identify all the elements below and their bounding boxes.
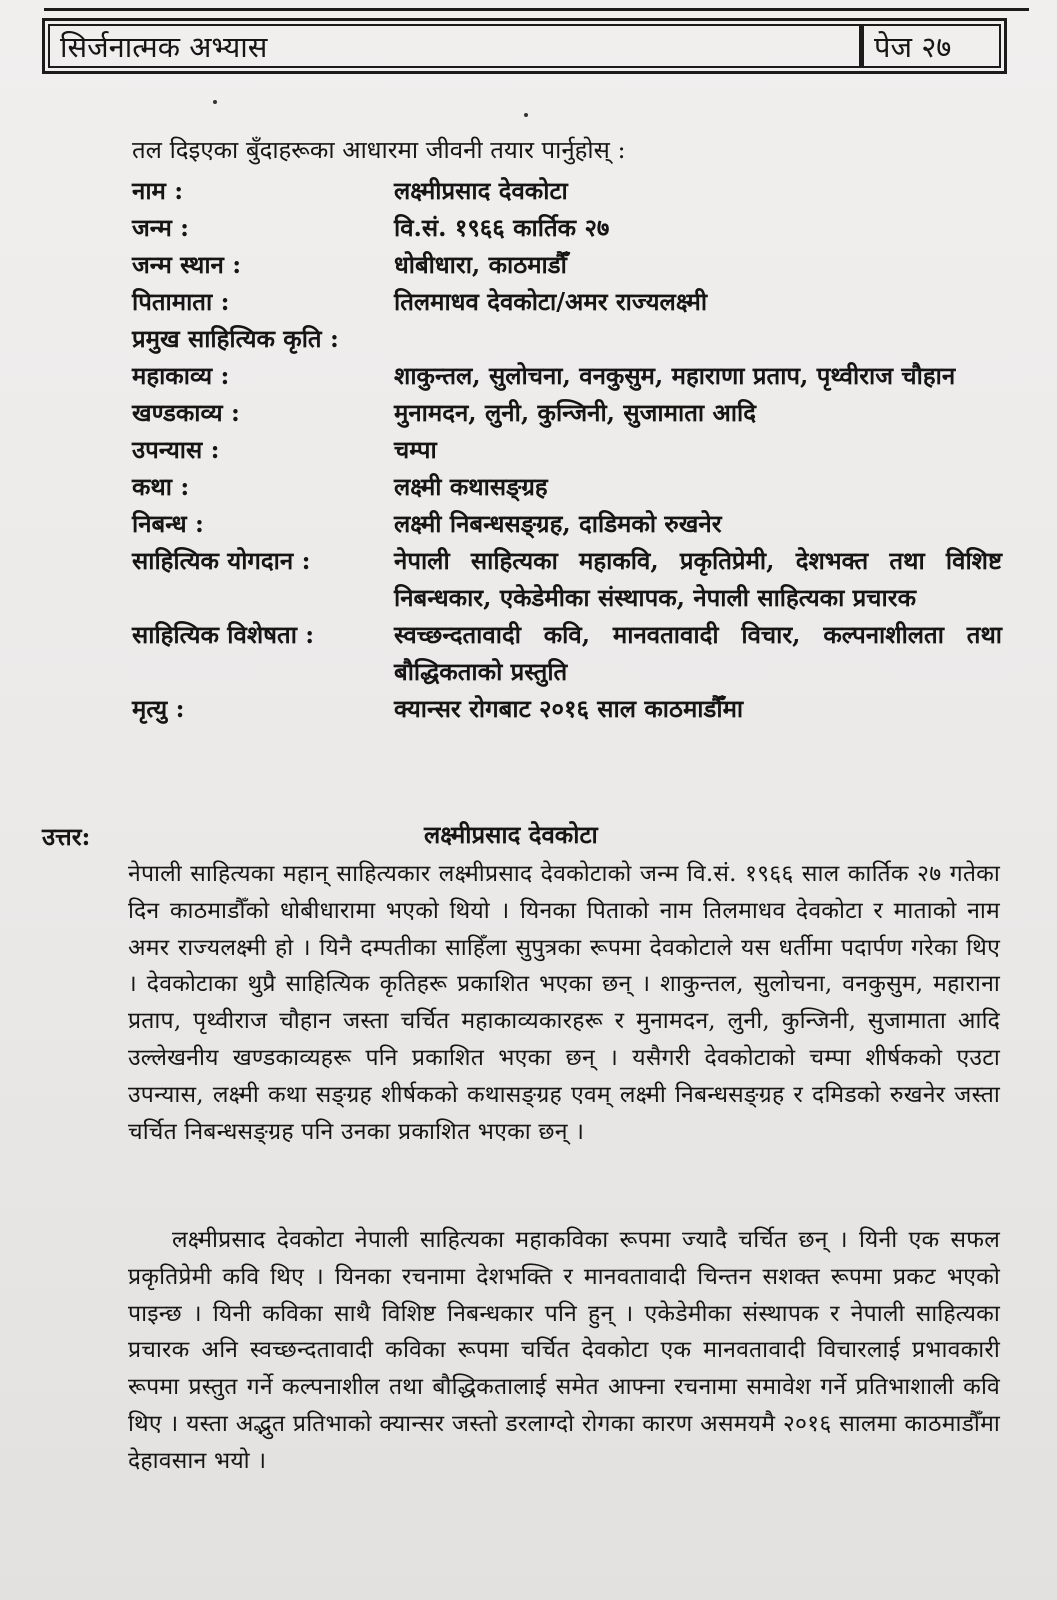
fact-label: नाम : <box>132 176 184 205</box>
fact-value: क्यान्सर रोगबाट २०१६ साल काठमाडौँमा <box>394 694 744 723</box>
fact-label: जन्म स्थान : <box>132 250 242 279</box>
fact-value: धोबीधारा, काठमाडौँ <box>394 250 567 279</box>
answer-paragraph: लक्ष्मीप्रसाद देवकोटा नेपाली साहित्यका महाकविका रूपमा ज्यादै चर्चित छन् । यिनी एक सफल प्रकृतिप्रेमी कवि थिए । यिनका रचनामा देशभक्ति र मानवतावादी चिन्तन सशक्त रूपमा प्रकट भएको पाइन्छ । यिनी कविका साथै विशिष्ट निबन्धकार पनि हुन् । एकेडेमीका संस्थापक र नेपाली साहित्यका प्रचारक अनि स्वच्छन्दतावादी कविका रूपमा चर्चित देवकोटा एक मानवतावादी विचारलाई प्रभावकारी रूपमा प्रस्तुत गर्ने कल्पनाशील तथा बौद्धिकतालाई समेत आफ्ना रचनामा समावेश गर्ने प्रतिभाशाली कवि थिए । यस्ता अद्भुत प्रतिभाको क्यान्सर जस्तो डरलाग्दो रोगका कारण असमयमै २०१६ सालमा काठमाडौँमा देहावसान भयो । <box>128 1227 1000 1474</box>
fact-value: लक्ष्मी निबन्धसङ्ग्रह, दाडिमको रुखनेर <box>394 509 722 538</box>
fact-row <box>132 505 1002 542</box>
fact-row <box>132 320 1002 357</box>
fact-row <box>132 690 1002 727</box>
fact-label: साहित्यिक योगदान : <box>132 546 311 575</box>
answer-paragraph: नेपाली साहित्यका महान् साहित्यकार लक्ष्मीप्रसाद देवकोटाको जन्म वि.सं. १९६६ साल कार्तिक २७ गतेका दिन काठमाडौँको धोबीधारामा भएको थियो । यिनका पिताको नाम तिलमाधव देवकोटा र माताको नाम अमर राज्यलक्ष्मी हो । यिनै दम्पतीका साहिँला सुपुत्रका रूपमा देवकोटाले यस धर्तीमा पदार्पण गरेका थिए । देवकोटाका थुप्रै साहित्यिक कृतिहरू प्रकाशित भएका छन् । शाकुन्तल, सुलोचना, वनकुसुम, महाराना प्रताप, पृथ्वीराज चौहान जस्ता चर्चित महाकाव्यकारहरू र मुनामदन, लुनी, कुन्जिनी, सुजामाता आदि उल्लेखनीय खण्डकाव्यहरू पनि प्रकाशित भएका छन् । यसैगरी देवकोटाको चम्पा शीर्षकको एउटा उपन्यास, लक्ष्मी कथा सङ्ग्रह शीर्षकको कथासङ्ग्रह एवम् लक्ष्मी निबन्धसङ्ग्रह र दमिडको रुखनेर जस्ता चर्चित निबन्धसङ्ग्रह पनि उनका प्रकाशित भएका छन् । <box>128 861 1000 1145</box>
fact-label: उपन्यास : <box>132 435 220 464</box>
fact-row <box>132 283 1002 320</box>
fact-row <box>132 209 1002 246</box>
fact-row <box>132 172 1002 209</box>
fact-value: मुनामदन, लुनी, कुन्जिनी, सुजामाता आदि <box>394 398 756 427</box>
fact-label: साहित्यिक विशेषता : <box>132 620 315 649</box>
fact-value: शाकुन्तल, सुलोचना, वनकुसुम, महाराणा प्रताप, पृथ्वीराज चौहान <box>394 361 956 390</box>
fact-row <box>132 468 1002 505</box>
fact-value: वि.सं. १९६६ कार्तिक २७ <box>394 213 610 242</box>
fact-row <box>132 616 1002 690</box>
fact-row <box>132 431 1002 468</box>
answer-title: लक्ष्मीप्रसाद देवकोटा <box>424 820 598 849</box>
fact-label: निबन्ध : <box>132 509 204 538</box>
answer-label: उत्तर: <box>42 822 91 851</box>
top-rule <box>44 8 1029 11</box>
fact-label: जन्म : <box>132 213 190 242</box>
biography-points <box>132 172 1002 727</box>
fact-value: लक्ष्मी कथासङ्ग्रह <box>394 472 548 501</box>
fact-value <box>394 320 1002 357</box>
fact-label: खण्डकाव्य : <box>132 398 240 427</box>
fact-value: लक्ष्मीप्रसाद देवकोटा <box>394 176 568 205</box>
section-header <box>42 18 1007 74</box>
fact-row <box>132 246 1002 283</box>
fact-row <box>132 357 1002 394</box>
exercise-prompt: तल दिइएका बुँदाहरूका आधारमा जीवनी तयार पार्नुहोस् : <box>132 136 626 164</box>
fact-label: प्रमुख साहित्यिक कृति : <box>132 324 339 353</box>
section-title: सिर्जनात्मक अभ्यास <box>48 24 861 68</box>
fact-value: चम्पा <box>394 435 437 464</box>
fact-value: स्वच्छन्दतावादी कवि, मानवतावादी विचार, कल्पनाशीलता तथा बौद्धिकताको प्रस्तुति <box>394 620 1002 686</box>
fact-row <box>132 542 1002 616</box>
fact-value: तिलमाधव देवकोटा/अमर राज्यलक्ष्मी <box>394 287 708 316</box>
page-number: पेज २७ <box>861 24 1001 68</box>
print-speck <box>524 113 528 117</box>
fact-label: पितामाता : <box>132 287 230 316</box>
fact-value: नेपाली साहित्यका महाकवि, प्रकृतिप्रेमी, देशभक्त तथा विशिष्ट निबन्धकार, एकेडेमीका संस्थापक, नेपाली साहित्यका प्रचारक <box>394 546 1002 612</box>
print-speck <box>213 100 217 104</box>
fact-label: कथा : <box>132 472 190 501</box>
fact-label: महाकाव्य : <box>132 361 230 390</box>
fact-row <box>132 394 1002 431</box>
fact-label: मृत्यु : <box>132 694 185 723</box>
